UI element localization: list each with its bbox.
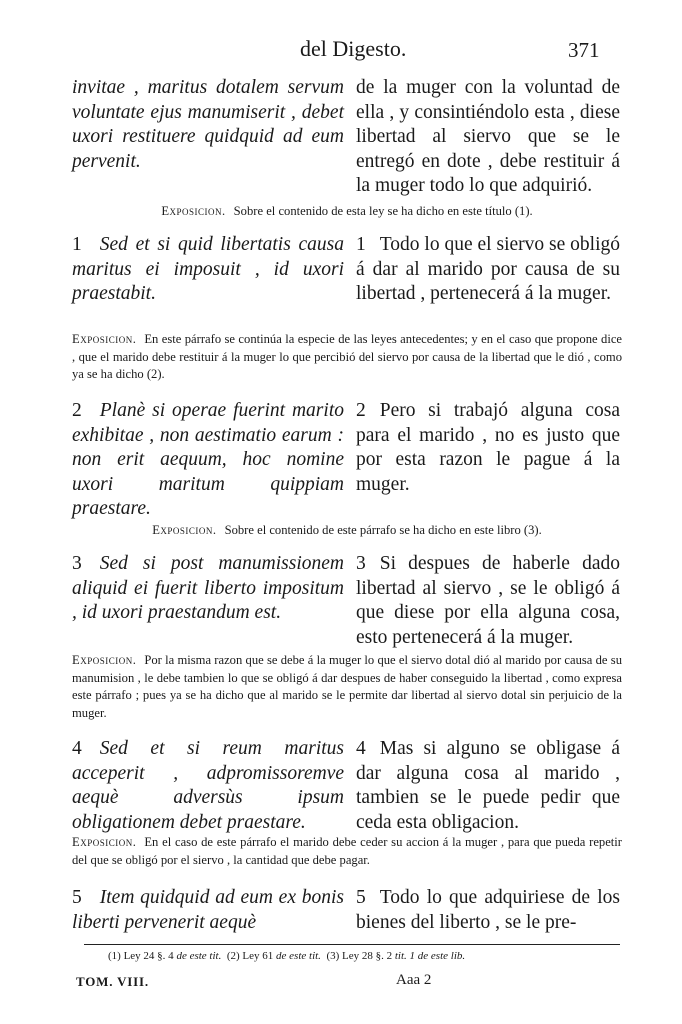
page-number: 371 [568,38,600,62]
latin-body: Planè si operae fuerint marito exhibitae , non aestimatio earum : non erit aequum, hoc nomine uxori maritum quippiam praestare. [72,400,344,519]
paragraph-number: 2 [356,400,366,421]
latin-text [72,399,344,522]
exposicion-3 [72,652,622,722]
exposicion-label: Exposicion. [152,523,217,537]
footnotes [108,950,628,962]
spanish-body: Todo lo que el siervo se obligó á dar al marido por causa de su libertad , pertenecerá á la muger. [356,234,620,304]
exposicion-text: Sobre el contenido de esta ley se ha dicho en este título (1). [233,204,533,218]
paragraph-number: 3 [72,553,82,574]
latin-body: Sed si post manumissionem aliquid ei fuerit liberto impositum , id uxori praestandum est. [72,553,344,623]
footnote-rule [84,944,620,945]
volume-label: TOM. VIII. [76,974,149,989]
latin-body: Item quidquid ad eum ex bonis liberti pervenerit aequè [72,887,344,933]
footnote-1: (1) Ley 24 §. 4 de este tit. [108,950,222,962]
paragraph-number: 5 [72,887,82,908]
paragraph-number: 4 [356,738,366,759]
spanish-body: Pero si trabajó alguna cosa para el marido , no es justo que por esta razon le pague á la muger. [356,400,620,495]
latin-text [72,552,344,626]
paragraph-number: 1 [356,234,366,255]
exposicion-1 [72,331,622,384]
paragraph-number: 4 [72,738,82,759]
exposicion-label: Exposicion. [72,653,137,667]
page-header [0,36,682,66]
spanish-text [356,737,620,835]
paragraph-number: 3 [356,553,366,574]
latin-body: Sed et si reum maritus acceperit , adpromissoremve aequè adversùs ipsum obligationem debet praestare. [72,738,344,833]
spanish-body: Todo lo que adquiriese de los bienes del liberto , se le pre- [356,887,620,933]
latin-text [72,233,344,307]
exposicion-4 [72,834,622,869]
exposicion-label: Exposicion. [161,204,226,218]
exposicion-label: Exposicion. [72,332,137,346]
exposicion-label: Exposicion. [72,835,137,849]
exposicion-text: En el caso de este párrafo el marido debe ceder su accion á la muger , para que pueda repetir del que se obligó por el siervo , la cantidad que debe pagar. [72,835,622,867]
spanish-body: Mas si alguno se obligase á dar alguna cosa al marido , tambien se le puede pedir que ceda esta obligacion. [356,738,620,833]
exposicion-text: Sobre el contenido de este párrafo se ha dicho en este libro (3). [224,523,542,537]
spanish-body: Si despues de haberle dado libertad al siervo , se le obligó á que diese por ella alguna cosa, esto pertenecerá á la muger. [356,553,620,648]
spanish-text [356,552,620,650]
exposicion-2 [72,522,622,540]
paragraph-number: 2 [72,400,82,421]
latin-text [72,886,344,935]
latin-text [72,737,344,835]
spanish-text [356,886,620,935]
spanish-text [356,233,620,307]
spanish-text: de la muger con la voluntad de ella , y consintiéndolo esta , diese libertad al siervo que se le entregó en dote , debe restituir á la muger todo lo que adquirió. [356,77,620,196]
exposicion-text: Por la misma razon que se debe á la muger lo que el siervo dotal dió al marido por causa de su manumision , le debe tambien lo que se obligó á dar despues de haber conseguido la libertad , como expresa este párrafo ; pues ya se ha dicho que al marido se le permite dar libertad al siervo dotal sin perjuicio de la muger. [72,653,622,720]
latin-body: Sed et si quid libertatis causa maritus ei imposuit , id uxori praestabit. [72,234,344,304]
signature-mark: Aaa 2 [396,972,432,988]
paragraph-number: 5 [356,887,366,908]
exposicion-0 [72,203,622,221]
exposicion-text: En este párrafo se continúa la especie de las leyes antecedentes; y en el caso que propone dice , que el marido debe restituir á la muger lo que percibió del siervo por causa de la libertad que le dió , como ya se ha dicho (2). [72,332,622,381]
footnote-3: (3) Ley 28 §. 2 tit. 1 de este lib. [326,950,466,962]
running-title: del Digesto. [300,36,407,61]
footnote-2: (2) Ley 61 de este tit. [226,950,321,962]
paragraph-number: 1 [72,234,82,255]
spanish-text [356,399,620,497]
latin-text: invitae , maritus dotalem servum voluntate ejus manumiserit , debet uxori restituere quidquid ad eum pervenit. [72,77,344,172]
